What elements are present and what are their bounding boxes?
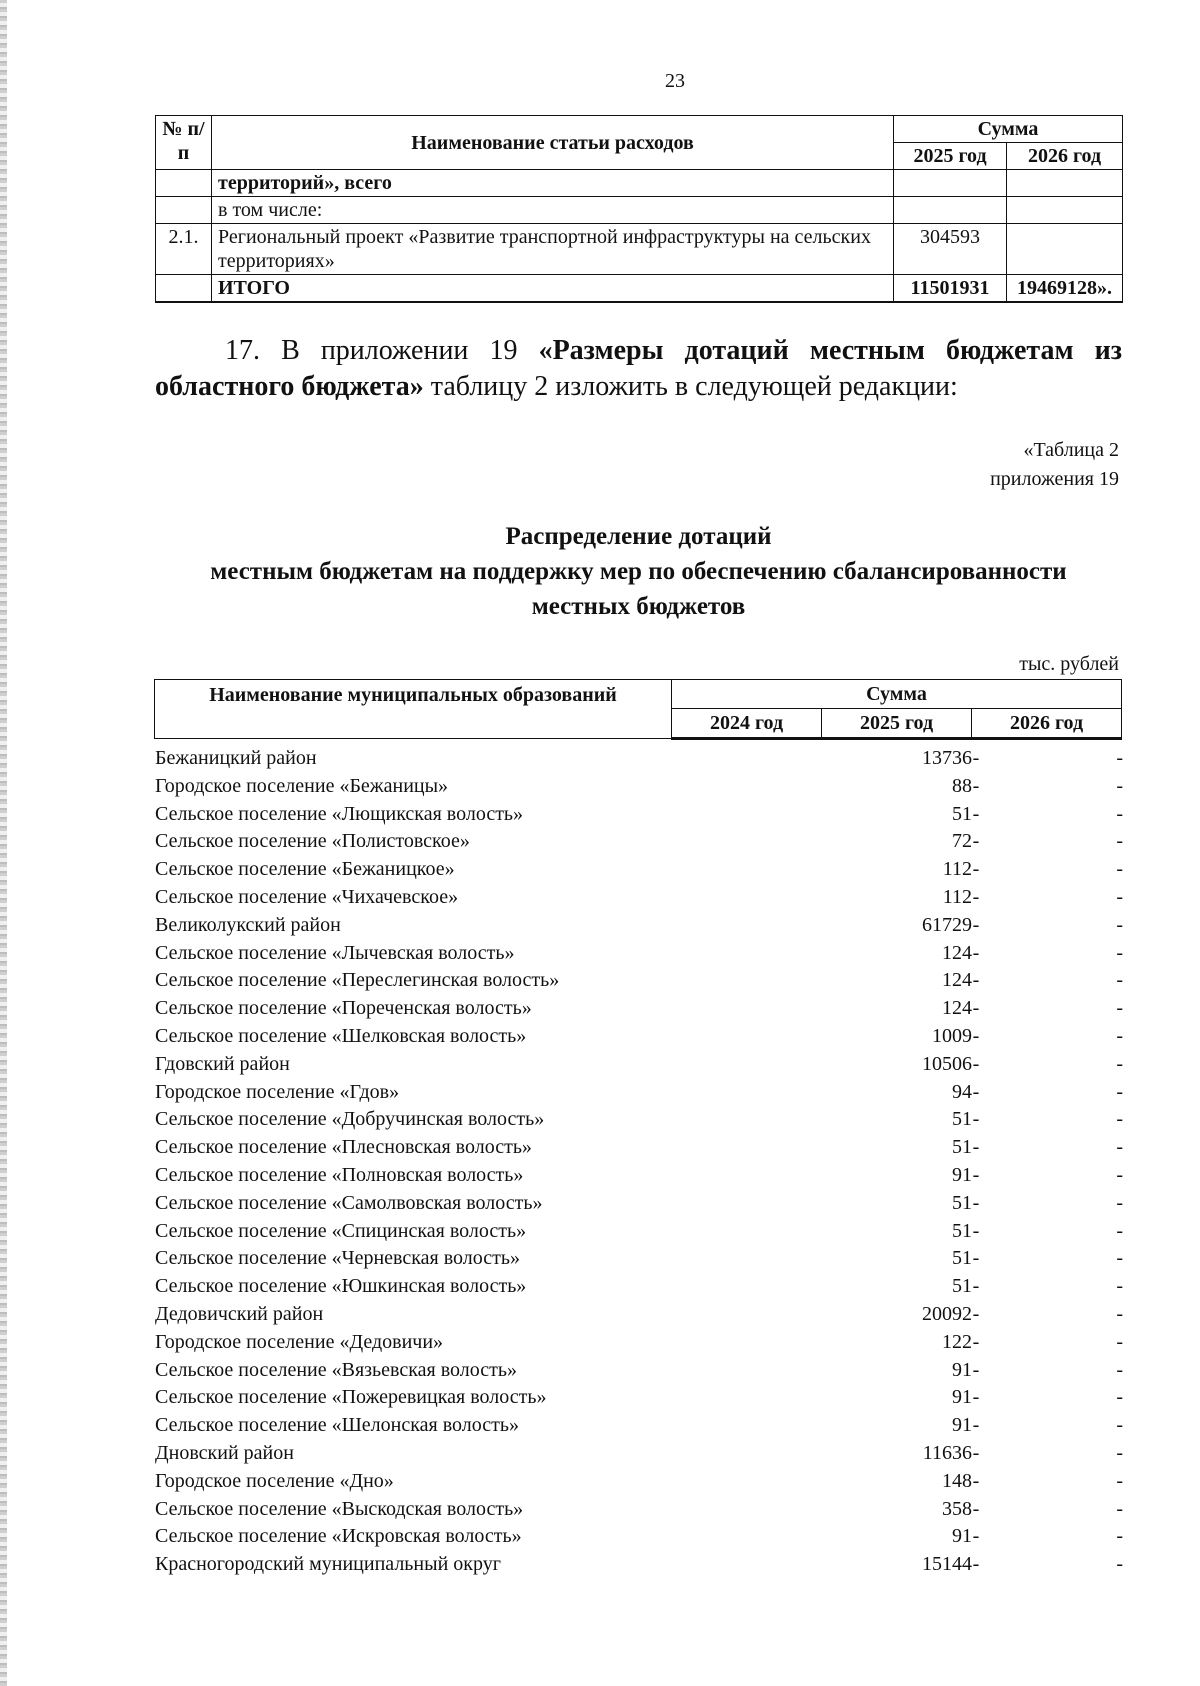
municipality-name: Сельское поселение «Искровская волость» xyxy=(155,1525,522,1548)
row-value-2026 xyxy=(1007,197,1123,224)
table-title-line2: местным бюджетам на поддержку мер по обеспечению сбалансированности xyxy=(210,558,1067,585)
value-2025: - xyxy=(972,1525,980,1548)
expenses-year-2026-header: 2026 год xyxy=(1007,143,1123,170)
municipality-name: Сельское поселение «Пожеревицкая волость» xyxy=(155,1386,547,1409)
value-2024: 11636 xyxy=(922,1441,972,1464)
value-2025: - xyxy=(972,969,980,992)
value-2026: - xyxy=(1116,1441,1123,1464)
value-2024: 51 xyxy=(952,1136,972,1159)
value-2026: - xyxy=(1116,1275,1123,1298)
value-2026: - xyxy=(1116,969,1123,992)
municipality-name: Городское поселение «Бежаницы» xyxy=(155,774,449,797)
value-2026: - xyxy=(1116,802,1123,825)
value-2024: 91 xyxy=(952,1358,972,1381)
value-2026: - xyxy=(1116,1080,1123,1103)
value-2024: 20092 xyxy=(922,1302,972,1325)
value-2025: - xyxy=(972,858,980,881)
table-reference-line2: приложения 19 xyxy=(990,468,1119,490)
year-2024-header: 2024 год xyxy=(672,709,822,739)
table-row xyxy=(156,224,1123,275)
table-title-line1: Распределение дотаций xyxy=(505,523,772,550)
municipality-name: Сельское поселение «Лычевская волость» xyxy=(155,941,515,964)
value-2024: 51 xyxy=(952,1275,972,1298)
table-row xyxy=(155,1079,1123,1107)
value-2024: 15144 xyxy=(922,1553,972,1576)
table-row xyxy=(156,197,1123,224)
value-2026: - xyxy=(1116,830,1123,853)
value-2025: - xyxy=(972,1414,980,1437)
table-row xyxy=(155,1412,1123,1440)
table-row xyxy=(155,912,1123,940)
table-row xyxy=(155,1551,1123,1579)
value-2024: 112 xyxy=(942,858,972,881)
scan-edge-artifact xyxy=(0,0,7,1686)
value-2025: - xyxy=(972,830,980,853)
row-number: 2.1. xyxy=(156,224,212,275)
row-number xyxy=(156,170,212,197)
municipality-name: Бежаницкий район xyxy=(155,747,317,769)
value-2026: - xyxy=(1116,1386,1123,1409)
table-row xyxy=(155,773,1123,801)
expenses-num-header: № п/п xyxy=(156,116,212,170)
value-2025: - xyxy=(972,913,980,936)
value-2025: - xyxy=(972,1024,980,1047)
table-row xyxy=(155,1301,1123,1329)
value-2026: - xyxy=(1116,1163,1123,1186)
table-row xyxy=(155,940,1123,968)
table-row xyxy=(155,1440,1123,1468)
municipality-name: Гдовский район xyxy=(155,1052,290,1075)
value-2025: - xyxy=(972,997,980,1020)
subsidies-sum-header: Сумма xyxy=(672,680,1122,709)
value-2025: - xyxy=(972,1275,980,1298)
value-2026: - xyxy=(1116,1330,1123,1353)
value-2026: - xyxy=(1116,913,1123,936)
value-2025: - xyxy=(972,1163,980,1186)
table-row xyxy=(155,801,1123,829)
value-2024: 88 xyxy=(952,774,972,797)
table-row xyxy=(155,995,1123,1023)
value-2024: 124 xyxy=(942,969,972,992)
value-2026: - xyxy=(1116,1024,1123,1047)
value-2026: - xyxy=(1116,997,1123,1020)
municipality-name: Городское поселение «Дедовичи» xyxy=(155,1330,444,1353)
value-2024: 91 xyxy=(952,1386,972,1409)
municipality-name: Сельское поселение «Полистовское» xyxy=(155,830,470,853)
value-2024: 10506 xyxy=(922,1052,972,1075)
table-row xyxy=(156,170,1123,197)
paragraph-tail: таблицу 2 изложить в следующей редакции: xyxy=(423,371,958,402)
table-row xyxy=(155,1218,1123,1246)
value-2025: - xyxy=(972,1386,980,1409)
page-number: 23 xyxy=(665,70,685,92)
municipality-name: Сельское поселение «Спицинская волость» xyxy=(155,1219,527,1242)
value-2024: 94 xyxy=(952,1080,972,1103)
value-2025: - xyxy=(972,1108,980,1131)
table-row xyxy=(155,1496,1123,1524)
value-2024: 124 xyxy=(942,997,972,1020)
municipality-name: Сельское поселение «Плесновская волость» xyxy=(155,1136,532,1159)
value-2025: - xyxy=(972,774,980,797)
value-2026: - xyxy=(1116,1052,1123,1075)
row-value-2026 xyxy=(1007,224,1123,275)
value-2024: 91 xyxy=(952,1163,972,1186)
paragraph-lead: 17. В приложении 19 xyxy=(225,335,539,366)
value-2024: 148 xyxy=(942,1469,972,1492)
row-name: Региональный проект «Развитие транспортной инфраструктуры на сельских территориях» xyxy=(212,224,894,275)
expenses-year-2025-header: 2025 год xyxy=(894,143,1007,170)
municipality-name: Дновский район xyxy=(155,1441,294,1464)
value-2026: - xyxy=(1116,1247,1123,1270)
table-row xyxy=(155,884,1123,912)
municipality-name: Сельское поселение «Лющикская волость» xyxy=(155,802,524,825)
municipality-name: Сельское поселение «Бежаницкое» xyxy=(155,858,455,881)
municipality-name: Сельское поселение «Шелковская волость» xyxy=(155,1024,527,1047)
municipality-header: Наименование муниципальных образований xyxy=(155,680,672,739)
municipality-name: Сельское поселение «Самолвовская волость» xyxy=(155,1191,543,1214)
total-label: ИТОГО xyxy=(212,275,894,303)
municipality-name: Великолукский район xyxy=(155,913,341,936)
value-2024: 91 xyxy=(952,1525,972,1548)
table-row xyxy=(155,828,1123,856)
table-row xyxy=(155,1523,1123,1551)
table-title-line3: местных бюджетов xyxy=(531,593,746,620)
table-row xyxy=(155,1023,1123,1051)
year-2025-header: 2025 год xyxy=(822,709,972,739)
table-row xyxy=(155,1329,1123,1357)
row-value-2025 xyxy=(894,197,1007,224)
value-2024: 13736 xyxy=(922,747,972,769)
municipality-name: Городское поселение «Дно» xyxy=(155,1469,394,1492)
total-row-number xyxy=(156,275,212,303)
paragraph-bold-title: «Размеры дотаций местным бюджетам из областного бюджета» xyxy=(155,335,1122,402)
table-title xyxy=(155,519,1122,624)
table-row xyxy=(155,1162,1123,1190)
value-2025: - xyxy=(972,802,980,825)
value-2024: 112 xyxy=(942,885,972,908)
value-2024: 51 xyxy=(952,1191,972,1214)
value-2025: - xyxy=(972,1052,980,1075)
amendment-paragraph xyxy=(155,333,1122,405)
row-value-2025 xyxy=(894,170,1007,197)
table-row xyxy=(155,1357,1123,1385)
table-row xyxy=(155,967,1123,995)
table-row xyxy=(155,1051,1123,1079)
value-2025: - xyxy=(972,885,980,908)
value-2026: - xyxy=(1116,747,1123,769)
value-2026: - xyxy=(1116,1302,1123,1325)
subsidies-table-header xyxy=(154,679,1122,740)
value-2026: - xyxy=(1116,1219,1123,1242)
row-value-2026 xyxy=(1007,170,1123,197)
table-row xyxy=(155,1273,1123,1301)
value-2025: - xyxy=(972,1469,980,1492)
value-2026: - xyxy=(1116,885,1123,908)
table-reference-line1: «Таблица 2 xyxy=(1023,439,1119,461)
value-2024: 51 xyxy=(952,1108,972,1131)
value-2024: 51 xyxy=(952,802,972,825)
value-2024: 122 xyxy=(942,1330,972,1353)
value-2026: - xyxy=(1116,1553,1123,1576)
municipality-name: Сельское поселение «Чихачевское» xyxy=(155,885,459,908)
value-2026: - xyxy=(1116,1191,1123,1214)
municipality-name: Сельское поселение «Пореченская волость» xyxy=(155,997,532,1020)
table-row xyxy=(155,1468,1123,1496)
municipality-name: Дедовичский район xyxy=(155,1302,324,1325)
row-name: территорий», всего xyxy=(212,170,894,197)
value-2025: - xyxy=(972,1080,980,1103)
row-value-2025: 304593 xyxy=(894,224,1007,275)
table-row xyxy=(155,1106,1123,1134)
units-label: тыс. рублей xyxy=(1019,653,1119,675)
municipality-name: Сельское поселение «Юшкинская волость» xyxy=(155,1275,527,1298)
year-2026-header: 2026 год xyxy=(972,709,1122,739)
municipality-name: Сельское поселение «Добручинская волость» xyxy=(155,1108,545,1131)
municipality-name: Городское поселение «Гдов» xyxy=(155,1080,400,1103)
value-2025: - xyxy=(972,1191,980,1214)
municipality-name: Сельское поселение «Черневская волость» xyxy=(155,1247,521,1270)
value-2026: - xyxy=(1116,941,1123,964)
subsidies-table-body xyxy=(155,745,1123,1579)
value-2025: - xyxy=(972,1358,980,1381)
value-2025: - xyxy=(972,1330,980,1353)
row-name: в том числе: xyxy=(212,197,894,224)
value-2024: 1009 xyxy=(932,1024,972,1047)
expenses-name-header: Наименование статьи расходов xyxy=(212,116,894,170)
value-2026: - xyxy=(1116,1525,1123,1548)
value-2025: - xyxy=(972,1441,980,1464)
expenses-table xyxy=(155,115,1123,303)
value-2026: - xyxy=(1116,1108,1123,1131)
value-2025: - xyxy=(972,1497,980,1520)
municipality-name: Сельское поселение «Шелонская волость» xyxy=(155,1414,519,1437)
value-2025: - xyxy=(972,1553,980,1576)
municipality-name: Сельское поселение «Выскодская волость» xyxy=(155,1497,524,1520)
value-2025: - xyxy=(972,941,980,964)
municipality-name: Сельское поселение «Переслегинская волость» xyxy=(155,969,560,992)
table-row xyxy=(155,745,1123,773)
total-value-2025: 11501931 xyxy=(894,275,1007,303)
value-2026: - xyxy=(1116,1136,1123,1159)
table-reference xyxy=(990,436,1119,494)
table-row xyxy=(155,1245,1123,1273)
value-2024: 91 xyxy=(952,1414,972,1437)
value-2026: - xyxy=(1116,1358,1123,1381)
value-2024: 51 xyxy=(952,1247,972,1270)
value-2026: - xyxy=(1116,1469,1123,1492)
value-2026: - xyxy=(1116,858,1123,881)
municipality-name: Красногородский муниципальный округ xyxy=(155,1553,501,1576)
table-row xyxy=(155,856,1123,884)
row-number xyxy=(156,197,212,224)
table-row xyxy=(155,1384,1123,1412)
value-2026: - xyxy=(1116,1414,1123,1437)
table-row xyxy=(155,1134,1123,1162)
value-2024: 72 xyxy=(952,830,972,853)
value-2025: - xyxy=(972,1247,980,1270)
value-2026: - xyxy=(1116,1497,1123,1520)
table-row xyxy=(155,1190,1123,1218)
value-2024: 51 xyxy=(952,1219,972,1242)
value-2025: - xyxy=(972,1302,980,1325)
total-row xyxy=(156,275,1123,303)
value-2025: - xyxy=(972,1219,980,1242)
value-2024: 124 xyxy=(942,941,972,964)
municipality-name: Сельское поселение «Полновская волость» xyxy=(155,1163,524,1186)
value-2026: - xyxy=(1116,774,1123,797)
total-value-2026: 19469128». xyxy=(1007,275,1123,303)
value-2025: - xyxy=(972,747,980,769)
value-2024: 61729 xyxy=(922,913,972,936)
municipality-name: Сельское поселение «Вязьевская волость» xyxy=(155,1358,517,1381)
expenses-sum-header: Сумма xyxy=(894,116,1123,143)
value-2024: 358 xyxy=(942,1497,972,1520)
value-2025: - xyxy=(972,1136,980,1159)
